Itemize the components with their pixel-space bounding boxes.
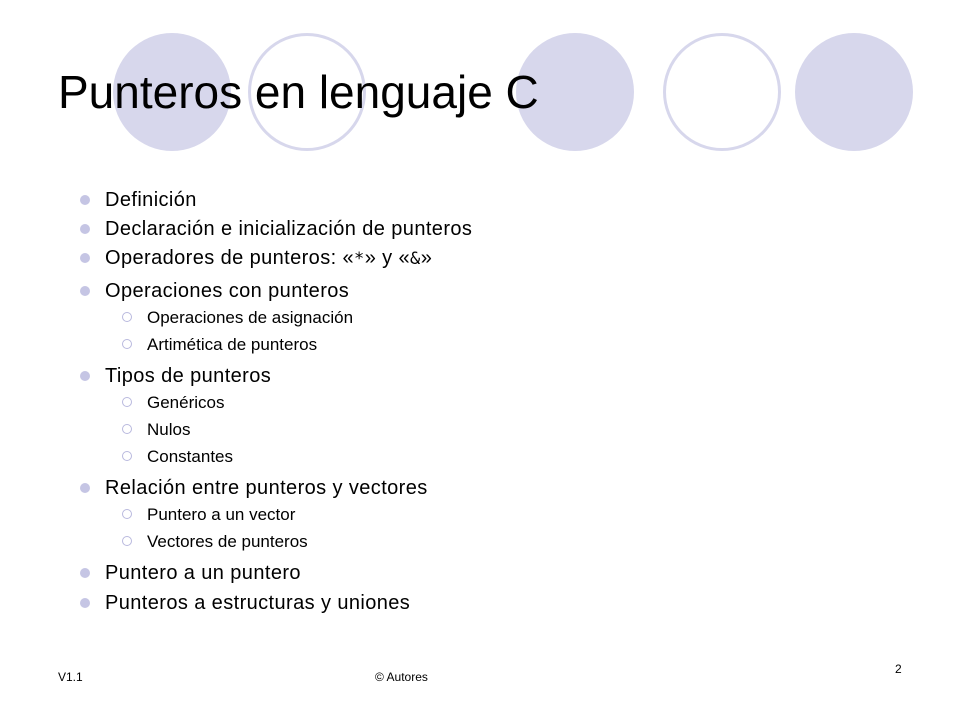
bullet-icon	[80, 224, 90, 234]
bullet-icon	[80, 598, 90, 608]
outline-subitem: Genéricos	[147, 393, 225, 412]
bullet-icon	[80, 253, 90, 263]
outline-subitem: Vectores de punteros	[147, 532, 308, 551]
outline-item: Punteros a estructuras y uniones	[105, 592, 411, 614]
outline-item-text: » y «	[364, 247, 411, 269]
sub-bullet-icon	[122, 509, 132, 519]
bullet-icon	[80, 371, 90, 381]
outline-subitem: Puntero a un vector	[147, 505, 296, 524]
outline-subitem: Operaciones de asignación	[147, 308, 354, 327]
slide-title: Punteros en lenguaje C	[58, 66, 539, 118]
outline-subitem: Nulos	[147, 420, 191, 439]
decorative-circle-outline	[663, 33, 781, 151]
outline-item: Tipos de punteros	[105, 365, 272, 387]
bullet-icon	[80, 568, 90, 578]
outline-item: Puntero a un puntero	[105, 562, 301, 584]
code-symbol: &	[410, 249, 421, 269]
outline-item	[105, 246, 432, 271]
sub-bullet-icon	[122, 339, 132, 349]
outline-item-text: Operadores de punteros: «	[105, 247, 355, 269]
footer-version: V1.1	[58, 670, 83, 684]
outline-item: Operaciones con punteros	[105, 280, 350, 302]
outline-item: Declaración e inicialización de punteros	[105, 218, 473, 240]
outline-item-text: »	[420, 247, 433, 269]
outline-subitem: Constantes	[147, 447, 233, 466]
code-symbol: *	[354, 249, 365, 269]
slide-number: 2	[895, 662, 902, 676]
sub-bullet-icon	[122, 397, 132, 407]
sub-bullet-icon	[122, 536, 132, 546]
sub-bullet-icon	[122, 451, 132, 461]
bullet-icon	[80, 483, 90, 493]
outline-item: Relación entre punteros y vectores	[105, 477, 428, 499]
sub-bullet-icon	[122, 312, 132, 322]
bullet-icon	[80, 195, 90, 205]
sub-bullet-icon	[122, 424, 132, 434]
outline-subitem: Artimética de punteros	[147, 335, 318, 354]
decorative-circle-filled	[795, 33, 913, 151]
outline-item: Definición	[105, 189, 197, 211]
footer-authors: © Autores	[375, 670, 428, 684]
bullet-icon	[80, 286, 90, 296]
